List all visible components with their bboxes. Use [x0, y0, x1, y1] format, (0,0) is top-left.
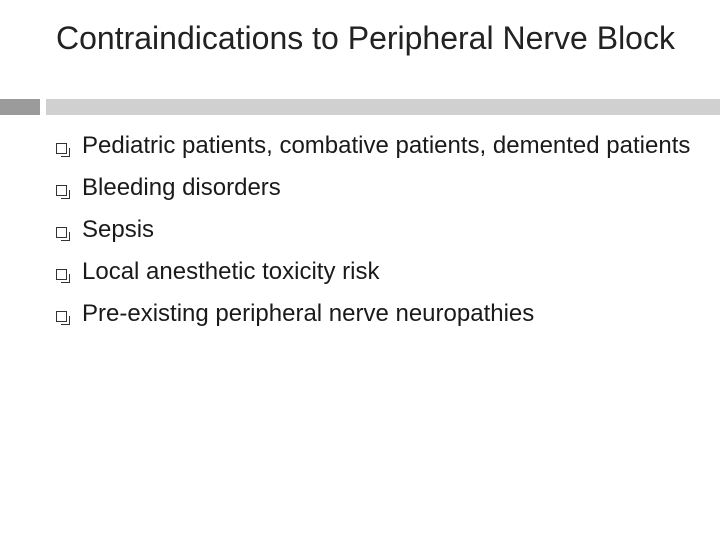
title-divider-dark-segment	[0, 99, 40, 115]
bullet-list	[55, 132, 695, 342]
slide-title: Contraindications to Peripheral Nerve Block	[56, 20, 675, 56]
bullet-item	[55, 300, 695, 328]
bullet-item	[55, 216, 695, 244]
square-bullet-icon	[56, 185, 67, 196]
square-bullet-icon	[56, 227, 67, 238]
bullet-item	[55, 132, 695, 160]
bullet-text: Bleeding disorders	[82, 174, 281, 201]
bullet-item	[55, 174, 695, 202]
bullet-text: Local anesthetic toxicity risk	[82, 258, 380, 285]
square-bullet-icon	[56, 143, 67, 154]
bullet-item	[55, 258, 695, 286]
bullet-text: Pre-existing peripheral nerve neuropathies	[82, 300, 535, 327]
bullet-text: Sepsis	[82, 216, 155, 243]
title-divider	[0, 99, 720, 115]
square-bullet-icon	[56, 311, 67, 322]
square-bullet-icon	[56, 269, 67, 280]
bullet-text: Pediatric patients, combative patients, demented patients	[82, 132, 691, 159]
title-divider-light-segment	[46, 99, 720, 115]
